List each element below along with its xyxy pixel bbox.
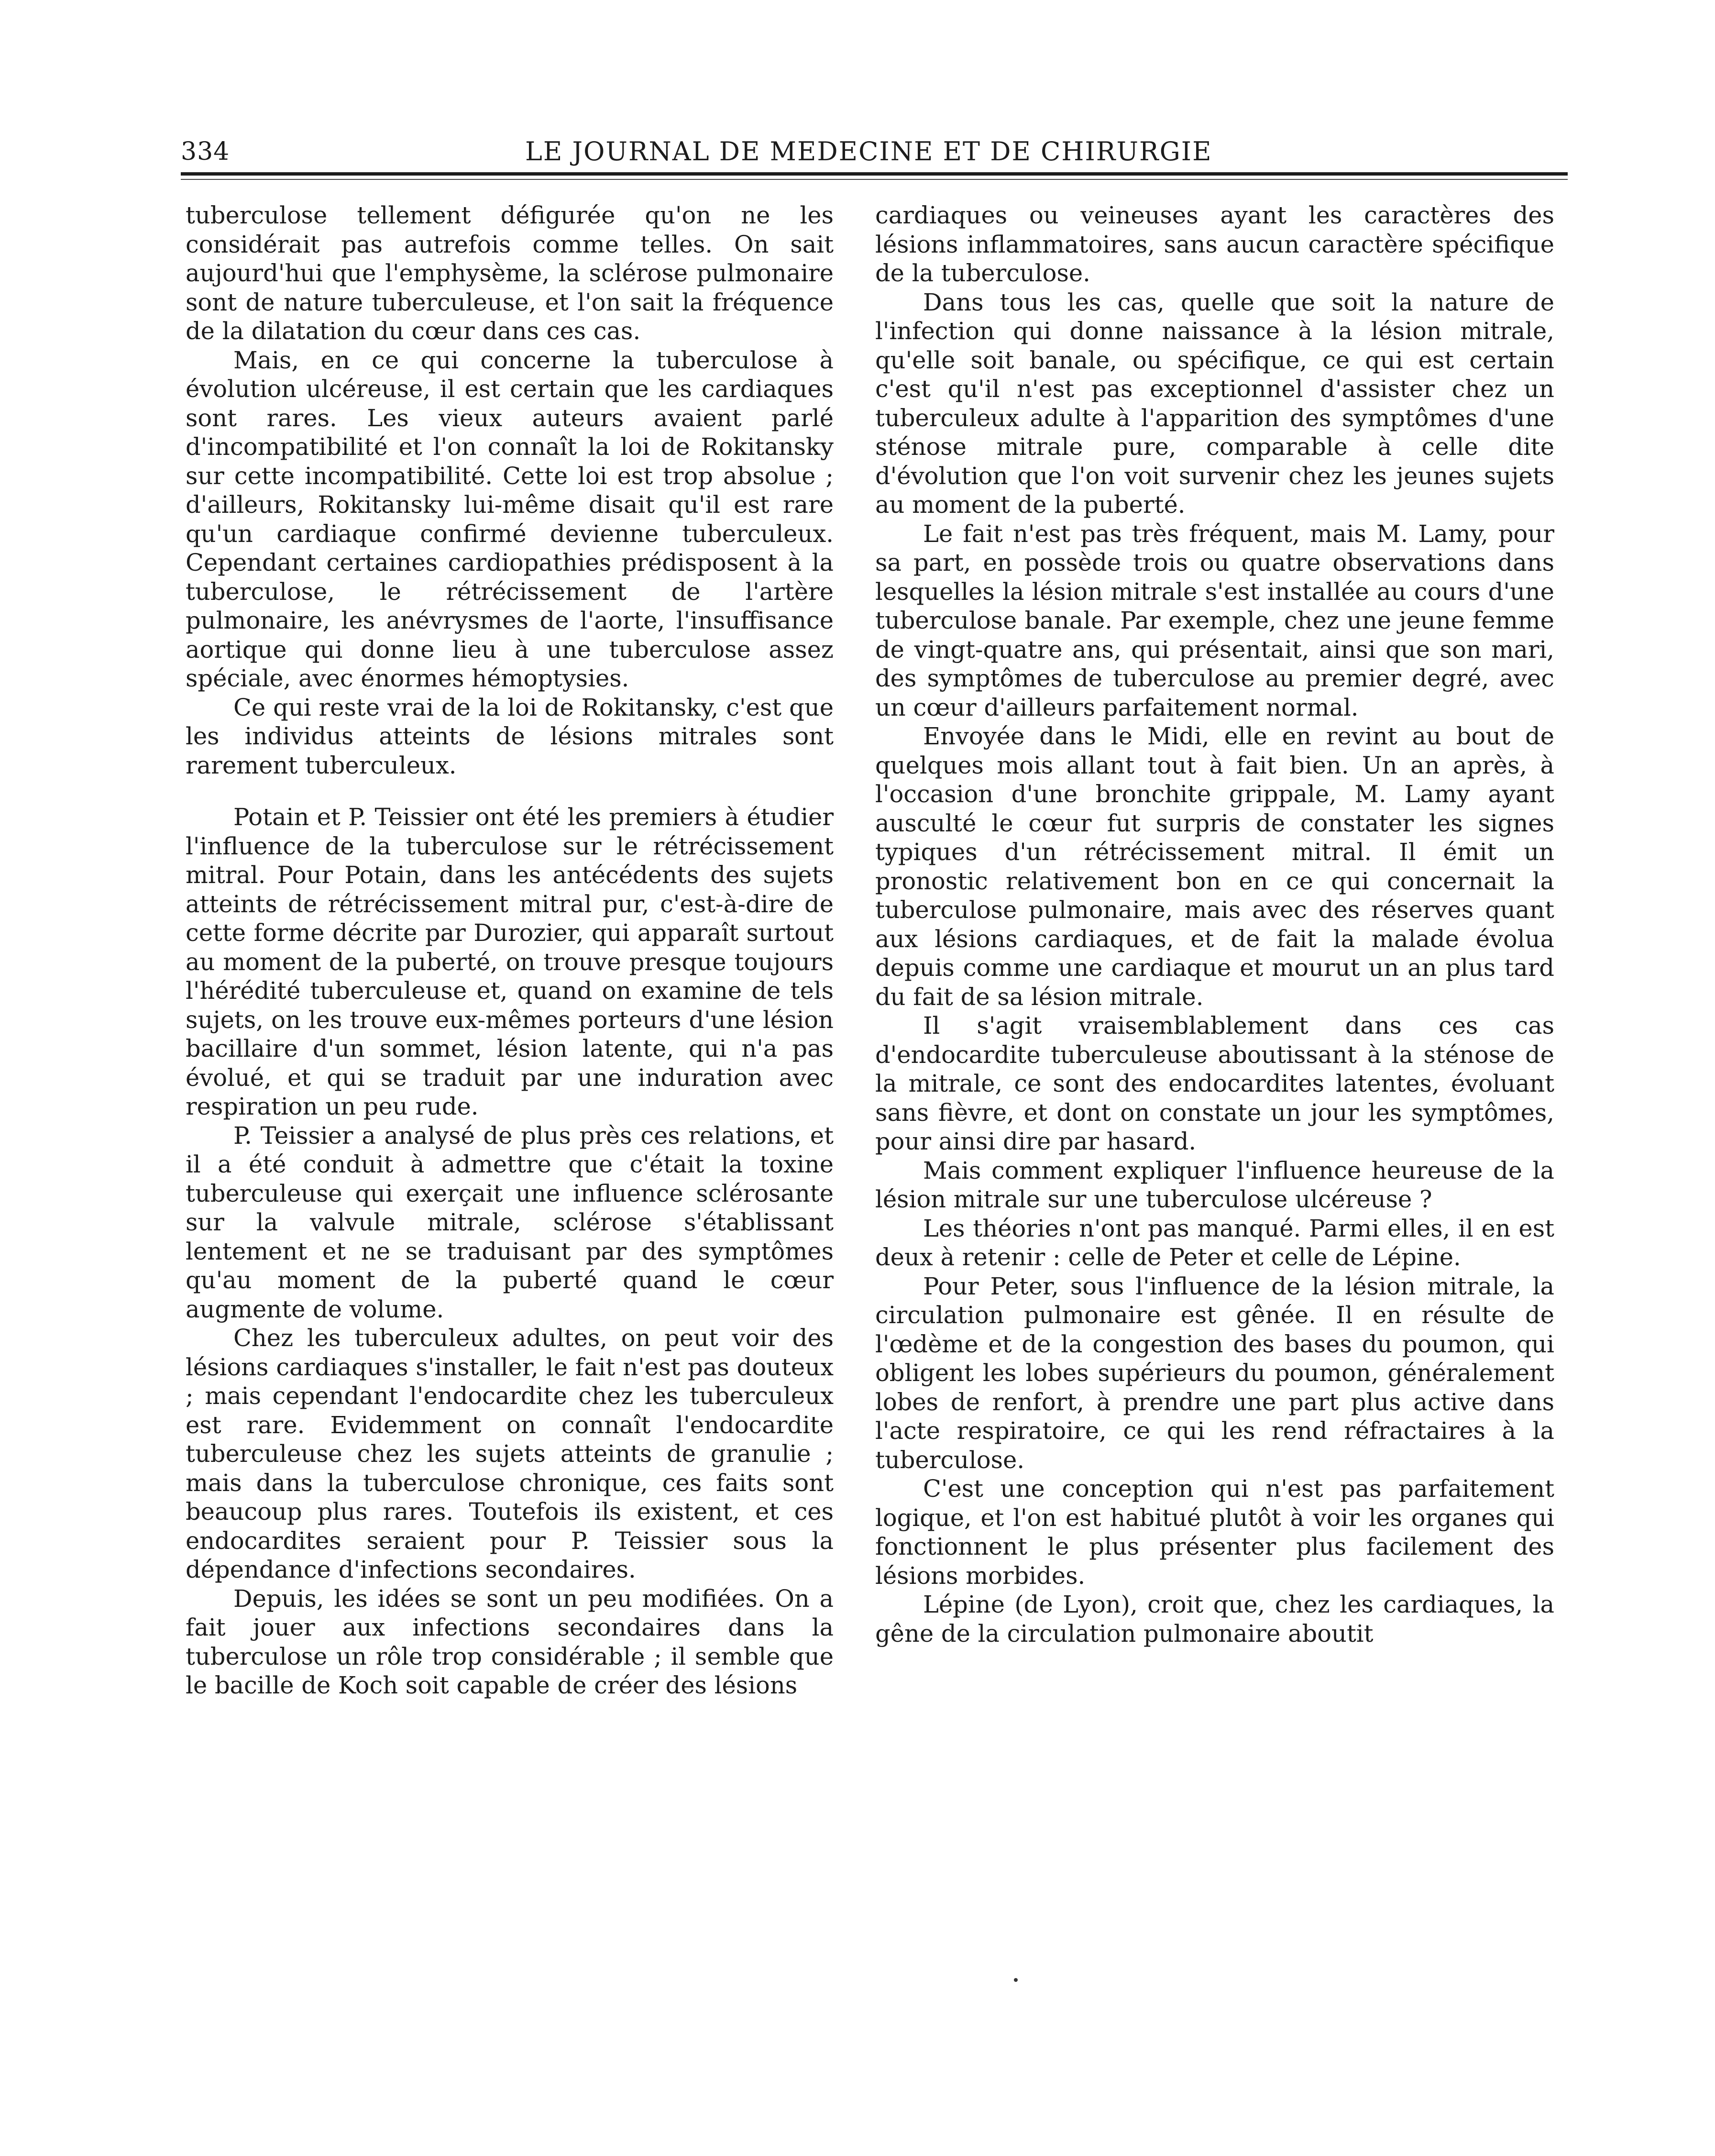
paragraph: P. Teissier a analysé de plus près ces relations, et il a été conduit à admettre que c'était la toxine tuberculeuse qui exerçait une influence sclérosante sur la valvule mitrale, sclérose s'établissant lentement et ne se traduisant par des symptômes qu'au moment de la puberté quand le cœur augmente de volume. [186,1121,834,1323]
paragraph: Depuis, les idées se sont un peu modifiées. On a fait jouer aux infections secondaires dans la tuberculose un rôle trop considérable ; il semble que le bacille de Koch soit capable de créer des lésions [186,1584,834,1699]
paragraph: tuberculose tellement défigurée qu'on ne les considérait pas autrefois comme telles. On sait aujourd'hui que l'emphysème, la sclérose pulmonaire sont de nature tuberculeuse, et l'on sait la fréquence de la dilatation du cœur dans ces cas. [186,201,834,345]
paragraph: Mais, en ce qui concerne la tuberculose à évolution ulcéreuse, il est certain que les cardiaques sont rares. Les vieux auteurs avaient parlé d'incompatibilité et l'on connaît la loi de Rokitansky sur cette incompatibilité. Cette loi est trop absolue ; d'ailleurs, Rokitansky lui-même disait qu'il est rare qu'un cardiaque confirmé devienne tuberculeux. Cependant certaines cardiopathies prédisposent à la tuberculose, le rétrécissement de l'artère pulmonaire, les anévrysmes de l'aorte, l'insuffisance aortique qui donne lieu à une tuberculose assez spéciale, avec énormes hémoptysies. [186,346,834,692]
header-rule-thin [181,179,1568,180]
paragraph: Dans tous les cas, quelle que soit la nature de l'infection qui donne naissance à la lésion mitrale, qu'elle soit banale, ou spécifique, ce qui est certain c'est qu'il n'est pas exceptionnel d'assister chez un tuberculeux adulte à l'apparition des symptômes d'une sténose mitrale pure, comparable à celle dite d'évolution que l'on voit survenir chez les jeunes sujets au moment de la puberté. [875,288,1554,519]
right-column [875,201,1554,1648]
paragraph: Lépine (de Lyon), croit que, chez les cardiaques, la gêne de la circulation pulmonaire aboutit [875,1591,1554,1647]
paragraph: Potain et P. Teissier ont été les premiers à étudier l'influence de la tuberculose sur le rétrécissement mitral. Pour Potain, dans les antécédents des sujets atteints de rétrécissement mitral pur, c'est-à-dire de cette forme décrite par Durozier, qui apparaît surtout au moment de la puberté, on trouve presque toujours l'hérédité tuberculeuse et, quand on examine de tels sujets, on les trouve eux-mêmes porteurs d'une lésion bacillaire d'un sommet, lésion latente, qui n'a pas évolué, et qui se traduit par une induration avec respiration un peu rude. [186,803,834,1120]
paragraph: Il s'agit vraisemblablement dans ces cas d'endocardite tuberculeuse aboutissant à la sténose de la mitrale, ce sont des endocardites latentes, évoluant sans fièvre, et dont on constate un jour les symptômes, pour ainsi dire par hasard. [875,1012,1554,1155]
paragraph: Pour Peter, sous l'influence de la lésion mitrale, la circulation pulmonaire est gênée. Il en résulte de l'œdème et de la congestion des bases du poumon, qui obligent les lobes supérieurs du poumon, généralement lobes de renfort, à prendre une part plus active dans l'acte respiratoire, ce qui les rend réfractaires à la tuberculose. [875,1272,1554,1474]
journal-title: LE JOURNAL DE MEDECINE ET DE CHIRURGIE [525,136,1212,166]
print-speck [1014,1978,1018,1982]
paragraph: Ce qui reste vrai de la loi de Rokitansky, c'est que les individus atteints de lésions mitrales sont rarement tuberculeux. [186,693,834,779]
paragraph: Envoyée dans le Midi, elle en revint au bout de quelques mois allant tout à fait bien. Un an après, à l'occasion d'une bronchite grippale, M. Lamy ayant ausculté le cœur fut surpris de constater les signes typiques d'un rétrécissement mitral. Il émit un pronostic relativement bon en ce qui concernait la tuberculose pulmonaire, mais avec des réserves quant aux lésions cardiaques, et de fait la malade évolua depuis comme une cardiaque et mourut un an plus tard du fait de sa lésion mitrale. [875,722,1554,1011]
paragraph: cardiaques ou veineuses ayant les caractères des lésions inflammatoires, sans aucun caractère spécifique de la tuberculose. [875,201,1554,287]
left-column [186,201,834,1700]
running-header [181,136,1568,175]
header-rule-thick [181,172,1568,176]
paragraph: Le fait n'est pas très fréquent, mais M. Lamy, pour sa part, en possède trois ou quatre observations dans lesquelles la lésion mitrale s'est installée au cours d'une tuberculose banale. Par exemple, chez une jeune femme de vingt-quatre ans, qui présentait, ainsi que son mari, des symptômes de tuberculose au premier degré, avec un cœur d'ailleurs parfaitement normal. [875,520,1554,721]
paragraph: Chez les tuberculeux adultes, on peut voir des lésions cardiaques s'installer, le fait n'est pas douteux ; mais cependant l'endocardite chez les tuberculeux est rare. Evidemment on connaît l'endocardite tuberculeuse chez les sujets atteints de granulie ; mais dans la tuberculose chronique, ces faits sont beaucoup plus rares. Toutefois ils existent, et ces endocardites seraient pour P. Teissier sous la dépendance d'infections secondaires. [186,1324,834,1583]
page-number: 334 [181,137,230,166]
paragraph: C'est une conception qui n'est pas parfaitement logique, et l'on est habitué plutôt à voir les organes qui fonctionnent le plus présenter plus facilement des lésions morbides. [875,1475,1554,1590]
paragraph: Les théories n'ont pas manqué. Parmi elles, il en est deux à retenir : celle de Peter et celle de Lépine. [875,1214,1554,1271]
paragraph: Mais comment expliquer l'influence heureuse de la lésion mitrale sur une tuberculose ulcéreuse ? [875,1156,1554,1213]
